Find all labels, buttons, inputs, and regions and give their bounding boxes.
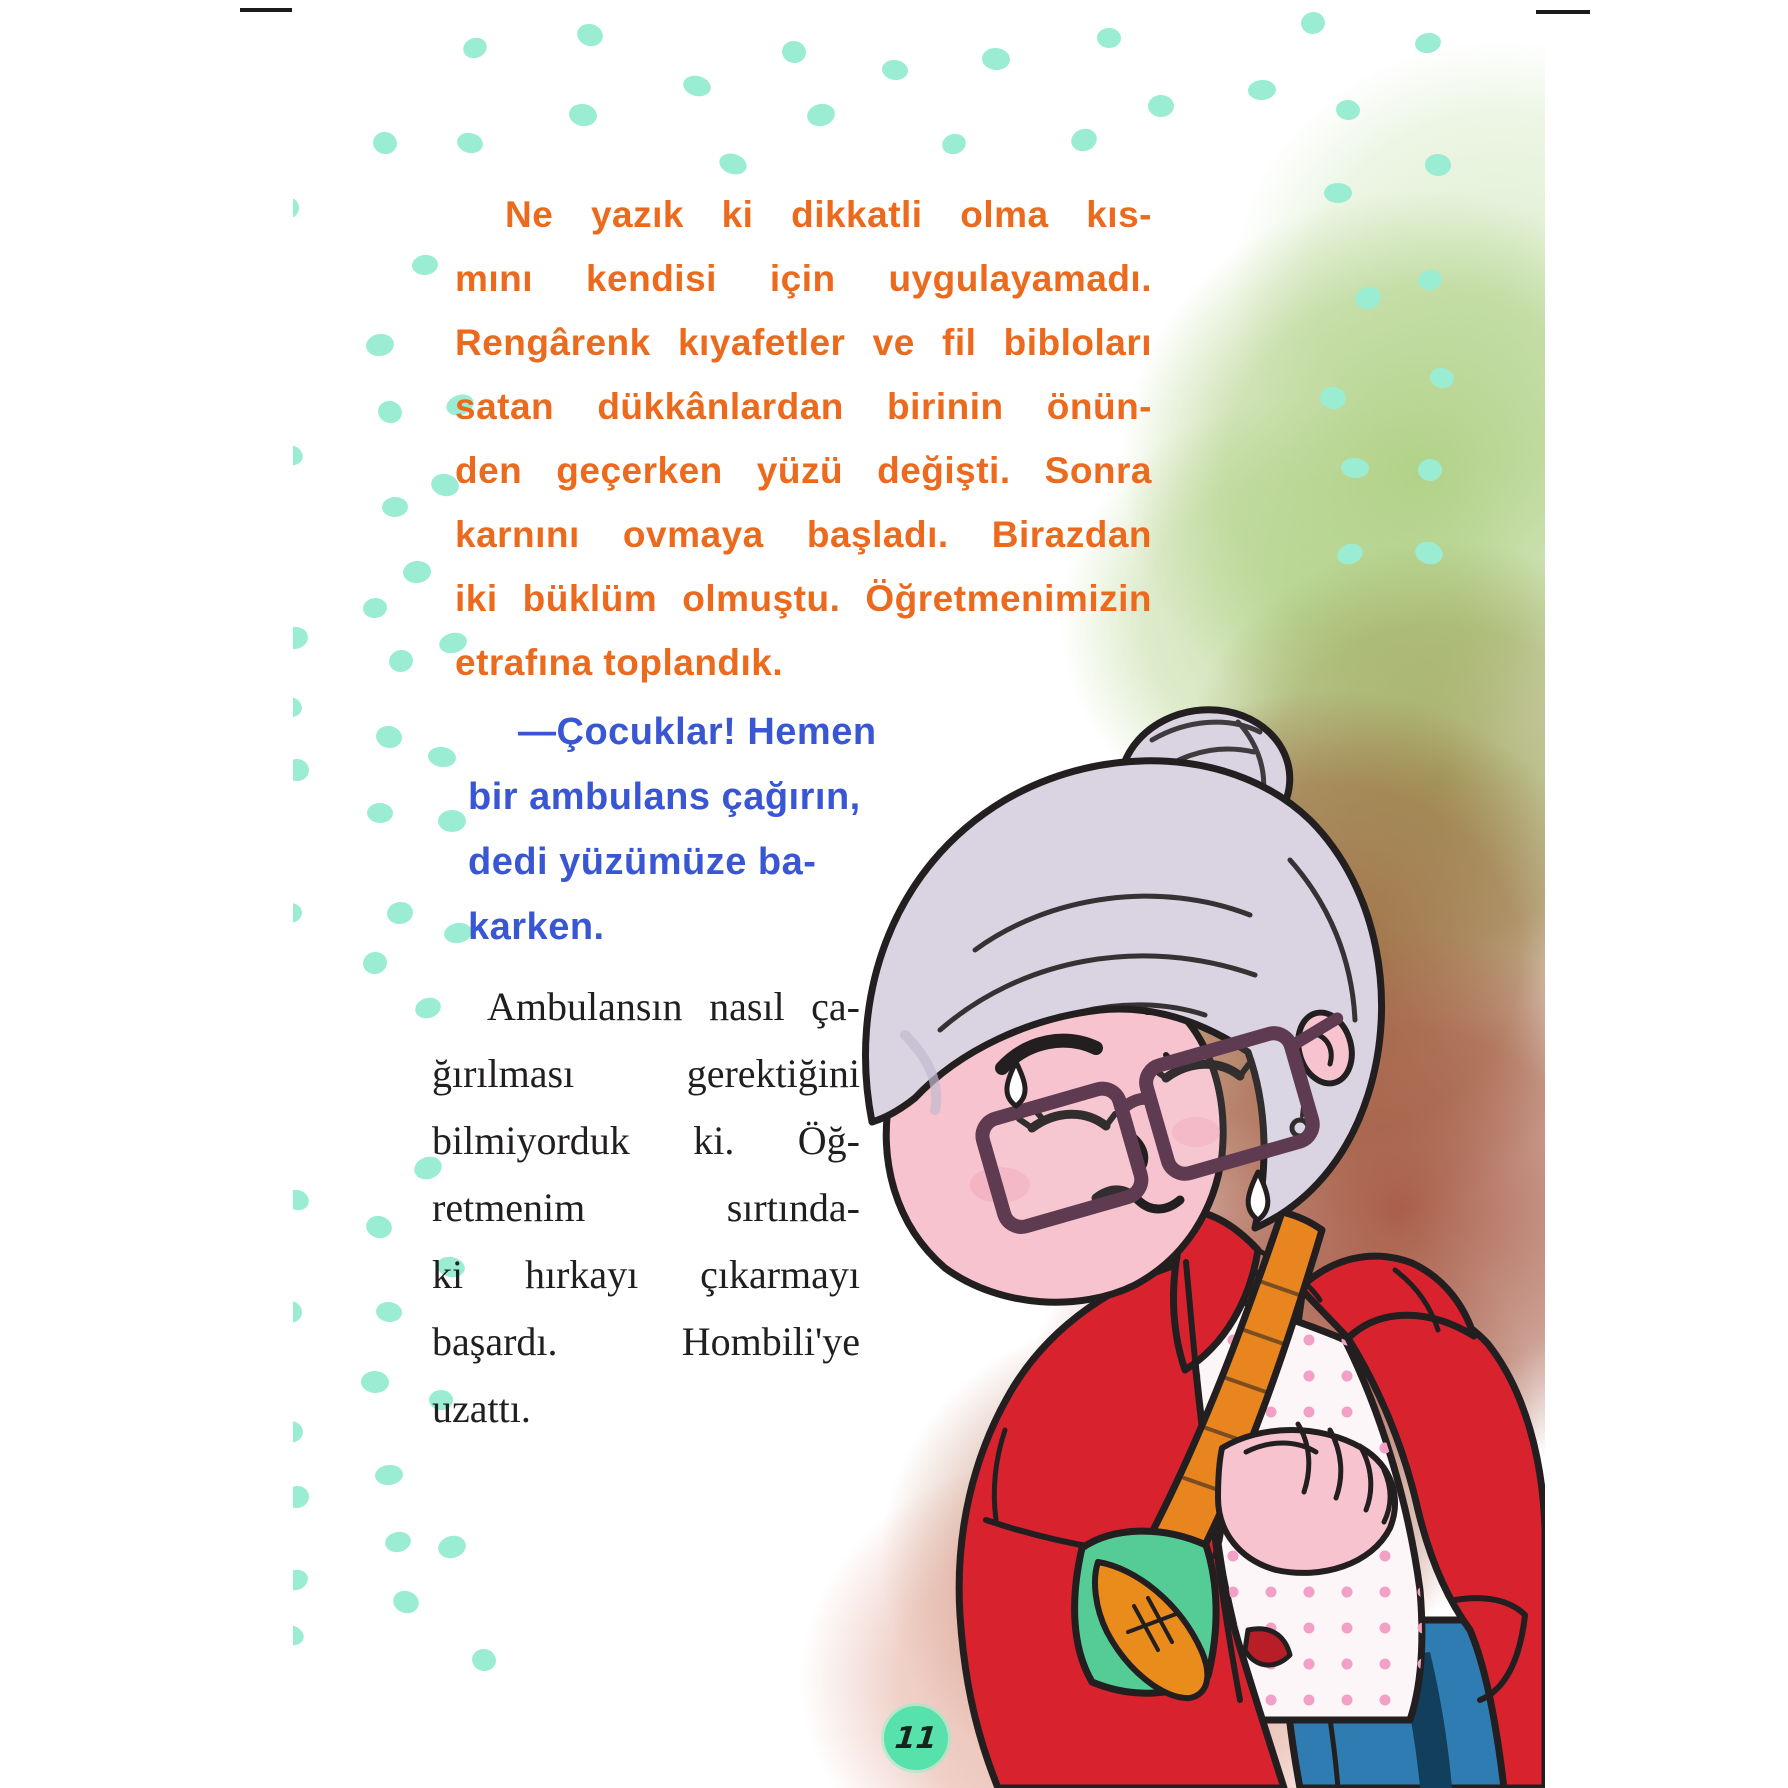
text-line: etrafına toplandık. <box>455 642 784 683</box>
mint-dot <box>940 131 969 157</box>
text-line: karken. <box>468 906 605 948</box>
story-paragraph-orange <box>455 183 1152 695</box>
mint-dot <box>374 1464 404 1487</box>
mint-dot <box>371 129 400 156</box>
story-paragraph-narration <box>432 973 860 1442</box>
mint-dot <box>390 1587 422 1616</box>
text-line: bilmiyorduk ki. Öğ- <box>432 1118 860 1163</box>
story-paragraph-dialogue <box>468 700 1108 960</box>
scan-artifact-line <box>240 8 292 12</box>
text-line: mını kendisi için uygulayamadı. <box>455 258 1152 299</box>
text-line: dedi yüzümüze ba- <box>468 841 817 883</box>
text-line: iki büklüm olmuştu. Öğretmenimizin <box>455 578 1152 619</box>
mint-dot <box>367 803 394 824</box>
mint-dot <box>470 1647 498 1674</box>
mint-dot <box>1097 28 1122 49</box>
shoulder-bag <box>1075 1531 1216 1698</box>
mint-dot <box>364 332 395 358</box>
text-line: Rengârenk kıyafetler ve fil bibloları <box>455 322 1152 363</box>
text-line: retmenim sırtında- <box>432 1185 860 1230</box>
mint-dot <box>361 950 389 977</box>
text-line: den geçerken yüzü değişti. Sonra <box>455 450 1152 491</box>
mint-dot <box>681 73 713 99</box>
text-line: uzattı. <box>432 1386 531 1431</box>
text-line: ki hırkayı çıkarmayı <box>432 1252 860 1297</box>
mint-dot <box>1324 183 1352 203</box>
mint-dot <box>383 1530 413 1555</box>
mint-dot <box>382 497 409 518</box>
mint-dot <box>981 47 1011 71</box>
mint-dot <box>574 21 605 50</box>
mint-dot <box>780 39 808 65</box>
scan-artifact-line <box>1536 10 1590 14</box>
mint-dot <box>881 58 910 81</box>
mint-dot <box>281 1567 310 1593</box>
mint-dot <box>276 1420 303 1443</box>
page-number-badge <box>884 1706 948 1770</box>
mint-dot <box>375 398 405 427</box>
mint-dot <box>274 1622 306 1649</box>
mint-dot <box>275 442 306 468</box>
mint-dot <box>1068 125 1100 154</box>
mint-dot <box>276 1299 303 1324</box>
text-line: Ne yazık ki dikkatli olma kıs- <box>505 194 1152 235</box>
text-line: —Çocuklar! Hemen <box>518 711 877 753</box>
mint-dot <box>374 724 404 751</box>
mint-dot <box>277 902 302 924</box>
mint-dot <box>276 694 304 719</box>
mint-dot <box>282 1187 311 1213</box>
text-line: karnını ovmaya başladı. Birazdan <box>455 514 1152 555</box>
mint-dot <box>274 196 299 219</box>
mint-dot <box>280 625 310 652</box>
mint-dot <box>1247 79 1276 101</box>
mint-dot <box>1148 95 1174 117</box>
text-line: satan dükkânlardan birinin önün- <box>455 386 1152 427</box>
mint-dot <box>427 745 458 769</box>
mint-dot <box>460 34 489 61</box>
mint-dot <box>805 101 837 129</box>
page-number: 11 <box>893 1720 939 1756</box>
mint-dot <box>438 810 466 832</box>
mint-dot <box>362 596 389 619</box>
mint-dot <box>567 102 598 128</box>
text-line: bir ambulans çağırın, <box>468 776 861 818</box>
mint-dot <box>455 131 485 156</box>
mint-dot <box>436 1533 469 1561</box>
mint-dot <box>386 647 415 675</box>
mint-dot <box>360 1370 389 1393</box>
text-line: Ambulansın nasıl ça- <box>487 984 860 1029</box>
mint-dot <box>364 1213 395 1241</box>
mint-dot <box>411 254 439 277</box>
mint-dot <box>1300 11 1327 36</box>
text-line: ğırılması gerektiğini <box>432 1051 860 1096</box>
text-line: başardı. Hombili'ye <box>432 1319 860 1364</box>
mint-dot <box>284 758 310 782</box>
mint-dot <box>717 150 750 178</box>
mint-dot <box>402 560 432 584</box>
mint-dot <box>283 1484 310 1509</box>
mint-dot <box>386 900 414 925</box>
mint-dot <box>375 1301 403 1324</box>
